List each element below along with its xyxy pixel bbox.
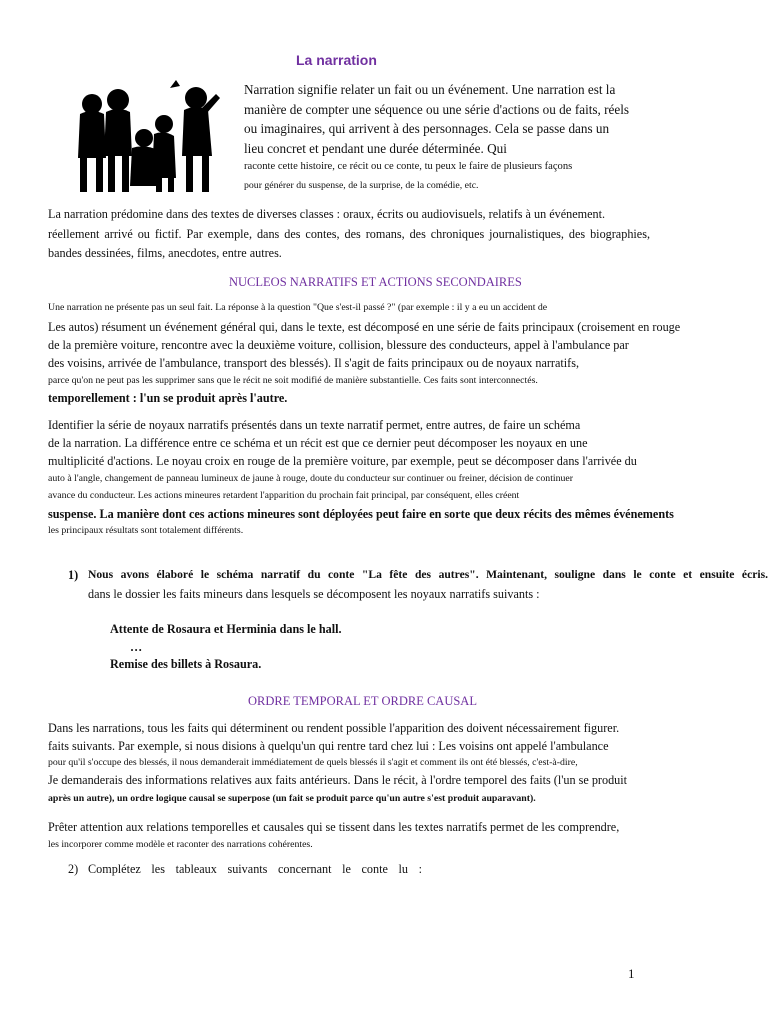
paragraph-line: les principaux résultats sont totalement différents. [48,525,244,536]
list-item: Remise des billets à Rosaura. [110,657,262,671]
question-number: 1) [68,568,79,582]
paragraph-line: parce qu'on ne peut pas les supprimer sans que le récit ne soit modifié de manière substantielle. Ces faits sont interconnectés. [48,375,538,386]
paragraph-line: les incorporer comme modèle et raconter des narrations cohérentes. [48,839,313,850]
intro-line: manière de compter une séquence ou une série d'actions ou de faits, réels [244,102,630,117]
paragraph-line: de la narration. La différence entre ce schéma et un récit est que ce dernier peut décomposer les noyaux en une [48,436,588,450]
section-heading-temporal-causal-order: ORDRE TEMPORAL ET ORDRE CAUSAL [248,694,477,708]
paragraph-line: Les autos) résument un événement général qui, dans le texte, est décomposé en une série de faits principaux (croisement en rouge [48,320,681,334]
paragraph-line: multiplicité d'actions. Le noyau croix en rouge de la première voiture, par exemple, peut se décomposer dans l'arrivée du [48,454,637,468]
list-item: … [130,640,143,654]
paragraph-line: La narration prédomine dans des textes de diverses classes : oraux, écrits ou audiovisuels, relatifs à un événement. [48,207,606,221]
paragraph-line: Une narration ne présente pas un seul fait. La réponse à la question "Que s'est-il passé ?" (par exemple : il y a eu un accident de [48,302,548,313]
intro-line: raconte cette histoire, ce récit ou ce conte, tu peux le faire de plusieurs façons [244,161,573,172]
page-number: 1 [628,966,635,981]
intro-line: lieu concret et pendant une durée déterminée. Qui [244,141,507,156]
paragraph-line: des voisins, arrivée de l'ambulance, transport des blessés). Il s'agit de faits principaux ou de noyaux narratifs, [48,356,580,370]
question-line: dans le dossier les faits mineurs dans lesquels se décomposent les noyaux narratifs suivants : [88,587,540,601]
paragraph-line: après un autre), un ordre logique causal se superpose (un fait se produit parce qu'un autre s'est produit auparavant). [48,793,536,804]
section-heading-narrative-nuclei: NUCLEOS NARRATIFS ET ACTIONS SECONDAIRES [229,275,522,289]
paragraph-line: temporellement : l'un se produit après l'autre. [48,391,288,405]
paragraph-line: faits suivants. Par exemple, si nous disions à quelqu'un qui rentre tard chez lui : Les voisins ont appelé l'ambulance [48,739,609,753]
paragraph-line: avance du conducteur. Les actions mineures retardent l'apparition du prochain fait principal, par conséquent, elles créent [48,490,520,501]
intro-line: ou imaginaires, qui arrivent à des personnages. Cela se passe dans un [244,121,610,136]
intro-line: Narration signifie relater un fait ou un événement. Une narration est la [244,82,616,97]
page-title: La narration [296,52,377,68]
intro-line: pour générer du suspense, de la surprise, de la comédie, etc. [244,180,479,191]
paragraph-line: bandes dessinées, films, anecdotes, entre autres. [48,246,282,260]
paragraph-line: Prêter attention aux relations temporelles et causales qui se tissent dans les textes narratifs permet de les comprendre, [48,820,620,834]
paragraph-line: de la première voiture, rencontre avec la deuxième voiture, collision, blessure des conducteurs, appel à l'ambulance par [48,338,629,352]
question-line: Nous avons élaboré le schéma narratif du conte "La fête des autres". Maintenant, souligne dans le conte et ensuite écris. [88,568,768,581]
question-number: 2) [68,862,79,876]
paragraph-line: Dans les narrations, tous les faits qui déterminent ou rendent possible l'apparition des doivent nécessairement figurer. [48,721,620,735]
list-item: Attente de Rosaura et Herminia dans le hall. [110,622,342,636]
paragraph-line: Identifier la série de noyaux narratifs présentés dans un texte narratif permet, entre autres, de faire un schéma [48,418,581,432]
question-line: Complétez les tableaux suivants concernant le conte lu : [88,862,422,876]
paragraph-line: suspense. La manière dont ces actions mineures sont déployées peut faire en sorte que deux récits des mêmes événements [48,507,674,521]
paragraph-line: réellement arrivé ou fictif. Par exemple, dans des contes, des romans, des chroniques journalistiques, des biographies, [48,227,650,241]
paragraph-line: pour qu'il s'occupe des blessés, il nous demanderait immédiatement de quels blessés il s'agit et comment ils ont été blessés, c'est-à-dire, [48,757,578,768]
paragraph-line: auto à l'angle, changement de panneau lumineux de jaune à rouge, doute du conducteur sur continuer ou freiner, décision de continuer [48,473,574,484]
storyteller-illustration [66,78,220,196]
paragraph-line: Je demanderais des informations relatives aux faits antérieurs. Dans le récit, à l'ordre temporel des faits (l'un se produit [48,773,628,787]
